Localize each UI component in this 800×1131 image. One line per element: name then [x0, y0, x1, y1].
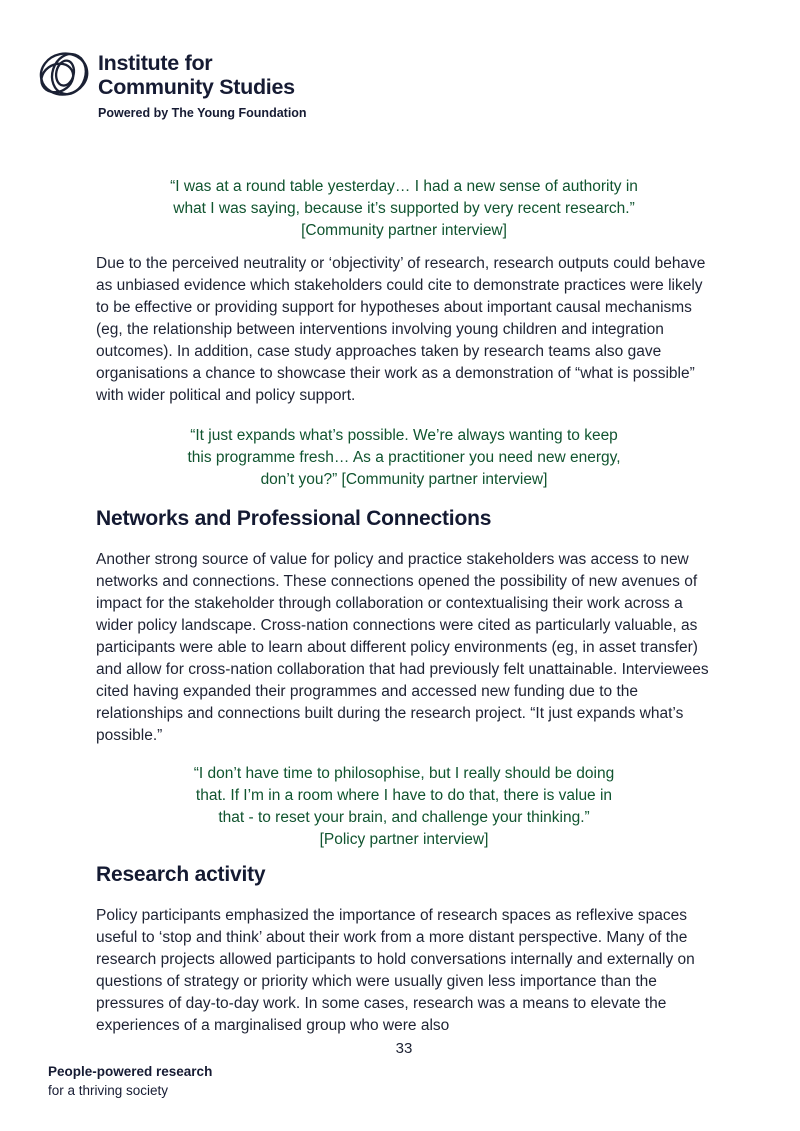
quote-line: “I don’t have time to philosophise, but I really should be doing: [193, 765, 615, 782]
quote-line: “I was at a round table yesterday… I had a new sense of authority in: [170, 178, 638, 195]
paragraph-research-activity: Policy participants emphasized the importance of research spaces as reflexive spaces useful to ‘stop and think’ about their work from a more distant perspective. Many of the research projects allowed participants to hold conversations internally and externally on questions of strategy or priority which were usually given less importance than the pressures of day-to-day work. In some cases, research was a means to elevate the experiences of a marginalised group who were also: [96, 907, 695, 1034]
footer-tagline-line2: for a thriving society: [48, 1083, 169, 1098]
quote-line: that. If I’m in a room where I have to do that, there is value in: [195, 787, 613, 804]
quote-attribution: don’t you?” [Community partner interview]: [260, 471, 548, 488]
page-content: [96, 176, 712, 1057]
page-number: 33: [395, 1040, 413, 1057]
heading-networks-and-professional-connections: Networks and Professional Connections: [96, 507, 492, 530]
quote-attribution: [Community partner interview]: [301, 222, 507, 239]
heading-research-activity: Research activity: [96, 863, 266, 886]
footer-tagline-line1: People-powered research: [48, 1064, 213, 1079]
quote-line: this programme fresh… As a practitioner you need new energy,: [187, 449, 621, 466]
brand-tagline: Powered by The Young Foundation: [98, 106, 307, 120]
quote-block-policy-partner: [96, 763, 712, 851]
footer: [48, 1062, 212, 1100]
ics-logo-knot-icon: [35, 45, 97, 107]
paragraph-networks-and-connections: Another strong source of value for policy and practice stakeholders was access to new networks and connections. These connections opened the possibility of new avenues of impact for the stakeholder through collaboration or contextualising their work across a wider policy landscape. Cross-nation connections were cited as particularly valuable, as participants were able to learn about different policy environments (eg, in asset transfer) and allow for cross-nation collaboration that had previously felt unattainable. Interviewees cited having expanded their programmes and accessed new funding due to the relationships and connections built during the research project. “It just expands what’s possible.”: [96, 551, 709, 744]
quote-block-community-partner-1: [96, 176, 712, 242]
quote-line: what I was saying, because it’s supported by very recent research.”: [173, 200, 635, 217]
brand-name-line2: Community Studies: [98, 75, 295, 99]
quote-line: “It just expands what’s possible. We’re always wanting to keep: [190, 427, 618, 444]
quote-block-community-partner-2: [96, 425, 712, 491]
brand-text: [98, 45, 307, 120]
brand-name-line1: Institute for: [98, 51, 213, 75]
brand-header: [35, 45, 307, 120]
quote-line: that - to reset your brain, and challenge your thinking.”: [218, 809, 590, 826]
paragraph-research-neutrality: Due to the perceived neutrality or ‘objectivity’ of research, research outputs could behave as unbiased evidence which stakeholders could cite to demonstrate practices were likely to be effective or providing support for hypotheses about important causal mechanisms (eg, the relationship between interventions involving young children and integration outcomes). In addition, case study approaches taken by research teams also gave organisations a chance to showcase their work as a demonstration of “what is possible” with wider political and policy support.: [96, 255, 706, 404]
quote-attribution: [Policy partner interview]: [319, 831, 489, 848]
